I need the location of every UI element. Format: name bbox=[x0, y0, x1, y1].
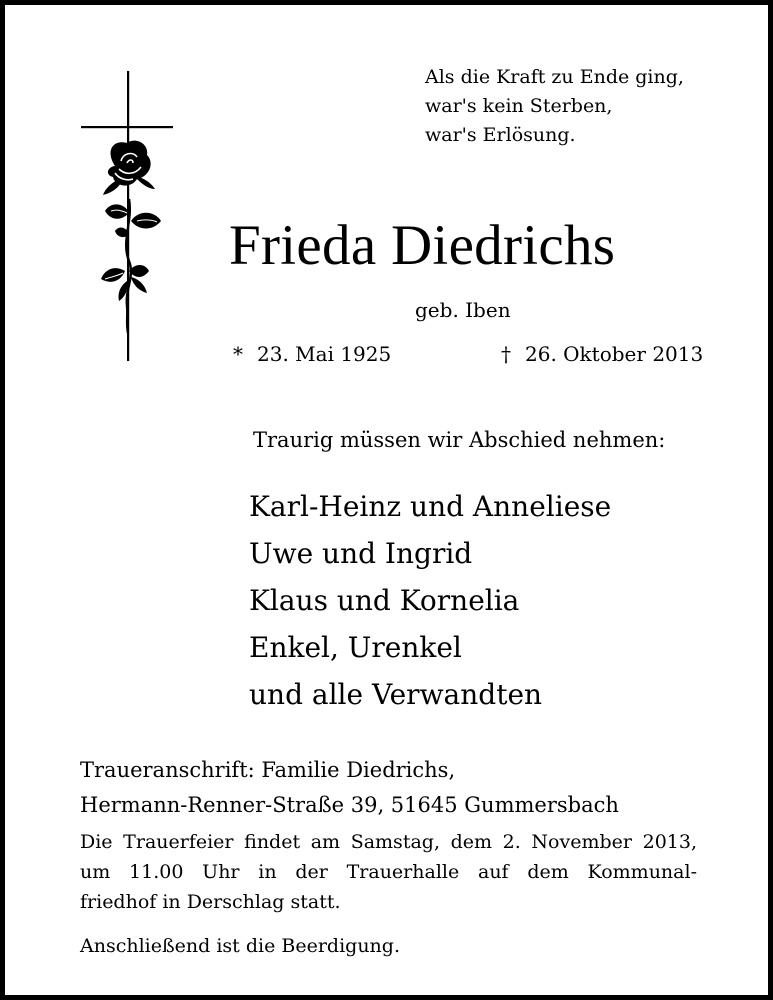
motto-line: war's kein Sterben, bbox=[425, 95, 613, 117]
address-line: Hermann-Renner-Straße 39, 51645 Gummersbach bbox=[80, 793, 619, 817]
cross-with-rose-icon bbox=[75, 71, 175, 363]
death-date-line bbox=[501, 342, 703, 366]
list-item: Klaus und Kornelia bbox=[249, 584, 520, 617]
deceased-name: Frieda Diedrichs bbox=[229, 214, 616, 277]
list-item: Enkel, Urenkel bbox=[249, 631, 462, 664]
list-item: Karl-Heinz und Anneliese bbox=[249, 490, 612, 523]
ceremony-notice bbox=[80, 827, 697, 917]
announcement: Traurig müssen wir Abschied nehmen: bbox=[253, 428, 666, 452]
ceremony-line: um 11.00 Uhr in der Trauerhalle auf dem Kommunal- bbox=[80, 861, 697, 883]
mourners-list bbox=[249, 483, 611, 718]
birth-date: 23. Mai 1925 bbox=[257, 342, 392, 366]
mourning-address bbox=[80, 753, 619, 823]
death-date: 26. Oktober 2013 bbox=[525, 342, 704, 366]
maiden-name: geb. Iben bbox=[415, 298, 511, 322]
list-item: und alle Verwandten bbox=[249, 678, 543, 711]
ceremony-line: friedhof in Derschlag statt. bbox=[80, 891, 341, 913]
burial-note: Anschließend ist die Beerdigung. bbox=[80, 935, 400, 957]
motto-line: war's Erlösung. bbox=[425, 124, 576, 146]
birth-date-line bbox=[233, 342, 391, 366]
death-cross-icon: † bbox=[501, 342, 511, 366]
birth-star-icon: * bbox=[233, 342, 243, 366]
ceremony-line: Die Trauerfeier findet am Samstag, dem 2. November 2013, bbox=[80, 831, 697, 853]
address-line: Traueranschrift: Familie Diedrichs, bbox=[80, 758, 456, 782]
list-item: Uwe und Ingrid bbox=[249, 537, 473, 570]
motto-line: Als die Kraft zu Ende ging, bbox=[425, 66, 684, 88]
motto bbox=[425, 63, 684, 150]
